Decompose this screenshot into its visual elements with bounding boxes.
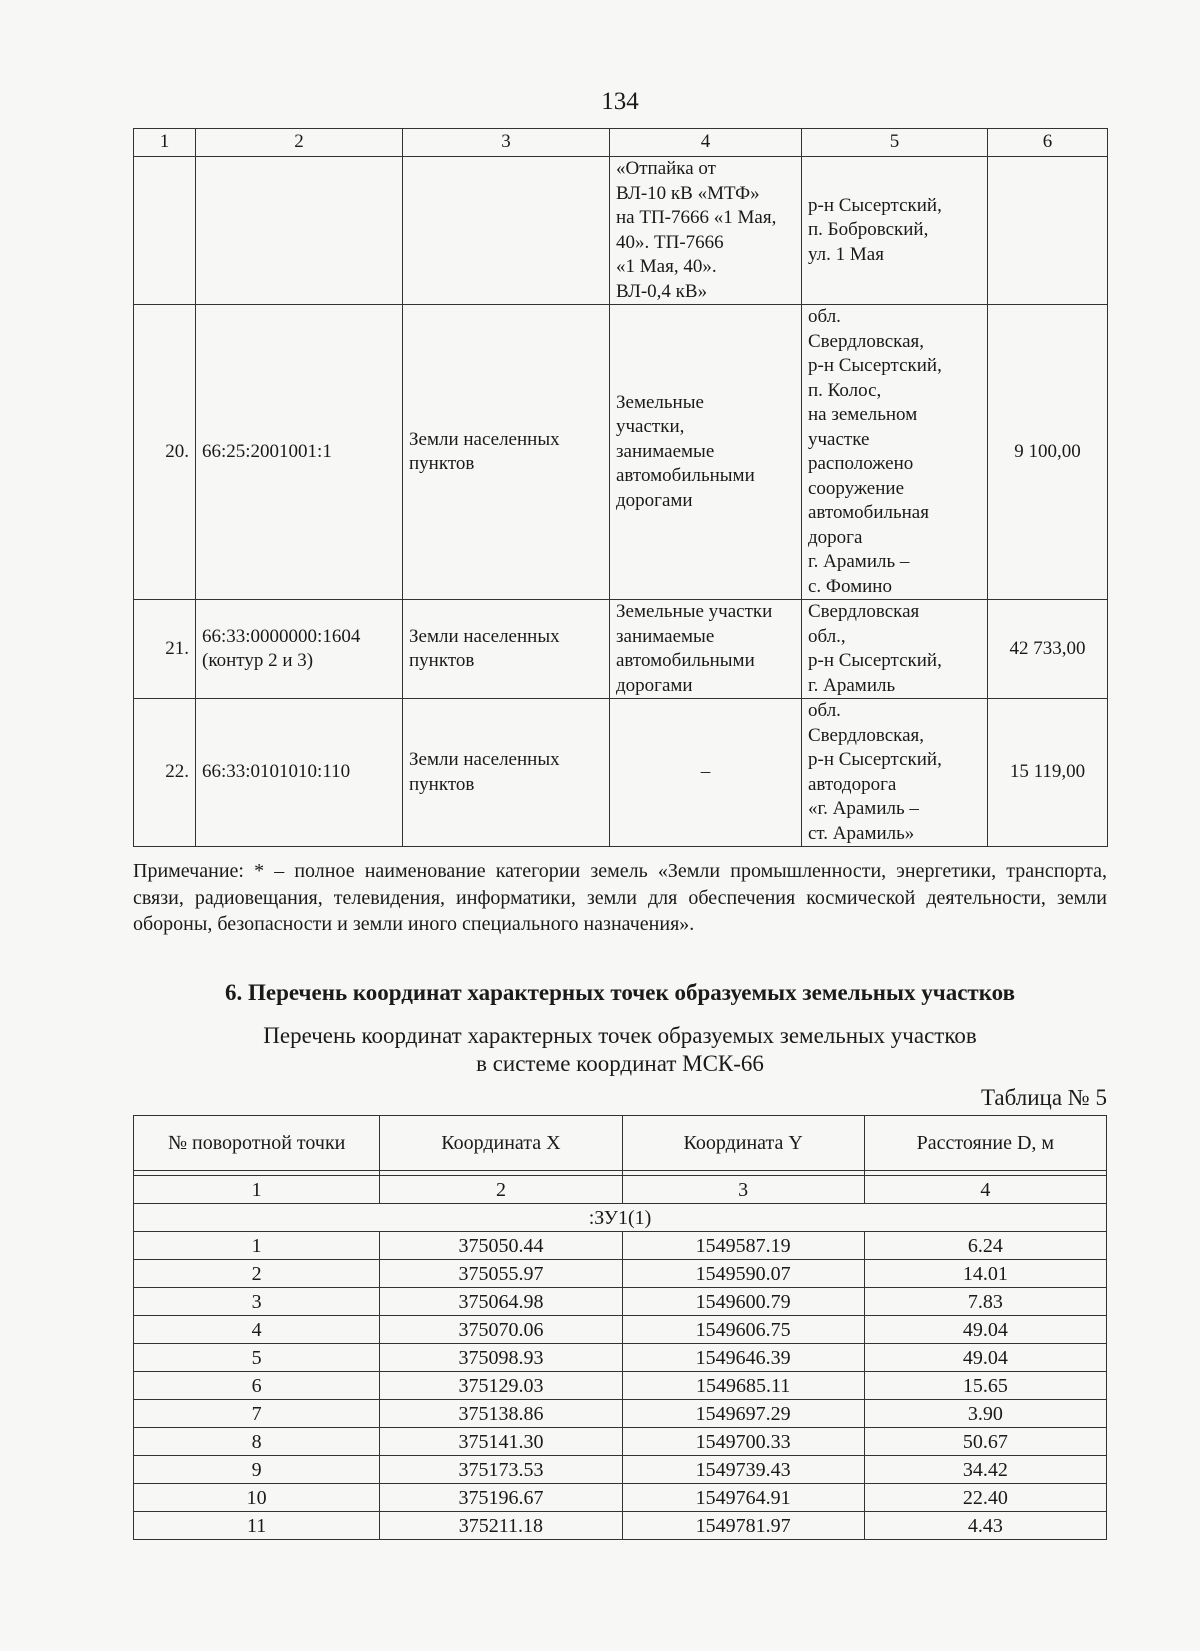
address-line: Свердловская, — [808, 724, 925, 746]
permitted-use-line: Земельные участки — [616, 601, 773, 622]
note-text: Примечание: * – полное наименование категории земель «Земли промышленности, энергетики, транспорта, связи, радиовещания, телевидения, информатики, земли для обеспечения космической деятельности, земли обороны, безопасности и земли иного специального назначения». — [133, 860, 1107, 935]
permitted-use — [610, 305, 802, 600]
page-number: 134 — [601, 88, 639, 115]
land-category — [403, 699, 610, 847]
point-number: 2 — [134, 1260, 380, 1288]
address-line: р-н Сысертский, — [808, 194, 942, 216]
permitted-use — [610, 699, 802, 847]
address-line: ул. 1 Мая — [808, 243, 884, 265]
table-row — [134, 1400, 1107, 1428]
header-coord-y: Координата Y — [622, 1116, 864, 1171]
column-number: 3 — [622, 1176, 864, 1204]
coord-y: 1549587.19 — [622, 1232, 864, 1260]
column-number: 1 — [134, 1176, 380, 1204]
point-number: 3 — [134, 1288, 380, 1316]
land-category — [403, 305, 610, 600]
area: 42 733,00 — [988, 600, 1108, 699]
cadastral-number-line: 66:33:0101010:110 — [202, 761, 351, 783]
column-number: 3 — [403, 129, 610, 157]
coord-x: 375138.86 — [380, 1400, 622, 1428]
address-line: р-н Сысертский, — [808, 650, 942, 671]
coord-y: 1549697.29 — [622, 1400, 864, 1428]
row-number: 20. — [134, 305, 196, 600]
address — [802, 699, 988, 847]
coord-y: 1549764.91 — [622, 1484, 864, 1512]
land-category — [403, 600, 610, 699]
table-title — [133, 1022, 1107, 1078]
address-line: п. Бобровский, — [808, 219, 929, 241]
point-number: 7 — [134, 1400, 380, 1428]
permitted-use-line: участки, — [616, 416, 685, 438]
table-title-line: Перечень координат характерных точек образуемых земельных участков — [263, 1023, 977, 1048]
address-line: участке — [808, 428, 870, 450]
coord-x: 375211.18 — [380, 1512, 622, 1540]
section-heading: 6. Перечень координат характерных точек образуемых земельных участков — [224, 980, 1016, 1005]
coord-x: 375055.97 — [380, 1260, 622, 1288]
table-row — [134, 1288, 1107, 1316]
row-number — [134, 157, 196, 305]
point-number: 6 — [134, 1372, 380, 1400]
cadastral-number — [196, 699, 403, 847]
coordinates-table — [133, 1115, 1107, 1540]
point-number: 4 — [134, 1316, 380, 1344]
distance: 49.04 — [864, 1344, 1106, 1372]
permitted-use-line: ВЛ-0,4 кВ» — [616, 280, 708, 302]
header-point-number: № поворотной точки — [134, 1116, 380, 1171]
cadastral-number-line: 66:25:2001001:1 — [202, 440, 332, 462]
land-plots-table — [133, 128, 1108, 847]
address-line: с. Фомино — [808, 575, 892, 597]
address-line: Свердловская, — [808, 330, 925, 352]
land-category-line: Земли населенных — [409, 749, 560, 770]
land-category-line: Земли населенных — [409, 428, 560, 450]
land-category-line: пунктов — [409, 773, 475, 795]
table-row — [134, 305, 1108, 600]
coord-x: 375173.53 — [380, 1456, 622, 1484]
permitted-use-line: на ТП-7666 «1 Мая, — [616, 207, 777, 228]
coord-y: 1549590.07 — [622, 1260, 864, 1288]
point-number: 9 — [134, 1456, 380, 1484]
column-number: 4 — [610, 129, 802, 157]
row-number: 22. — [134, 699, 196, 847]
address-line: на земельном — [808, 404, 918, 425]
address-line: р-н Сысертский, — [808, 355, 942, 376]
distance: 4.43 — [864, 1512, 1106, 1540]
address-line: дорога — [808, 526, 863, 548]
address-line: г. Арамиль — [808, 674, 896, 696]
address-line: обл., — [808, 625, 846, 647]
coord-y: 1549646.39 — [622, 1344, 864, 1372]
land-category-line: пунктов — [409, 453, 475, 474]
distance: 6.24 — [864, 1232, 1106, 1260]
permitted-use-line: «Отпайка от — [616, 158, 716, 179]
permitted-use-line: автомобильными — [616, 650, 755, 671]
cadastral-number — [196, 157, 403, 305]
group-label: :ЗУ1(1) — [134, 1204, 1107, 1232]
table-title-line: в системе координат МСК-66 — [476, 1051, 764, 1076]
coord-y: 1549739.43 — [622, 1456, 864, 1484]
permitted-use-line: занимаемые — [616, 440, 715, 462]
distance: 34.42 — [864, 1456, 1106, 1484]
coord-x: 375098.93 — [380, 1344, 622, 1372]
address — [802, 305, 988, 600]
address-line: р-н Сысертский, — [808, 749, 942, 770]
table-row — [134, 1316, 1107, 1344]
address-line: «г. Арамиль – — [808, 798, 919, 819]
area — [988, 157, 1108, 305]
address-line: расположено — [808, 453, 914, 474]
column-number: 1 — [134, 129, 196, 157]
point-number: 5 — [134, 1344, 380, 1372]
permitted-use-line: занимаемые — [616, 625, 715, 647]
cadastral-number — [196, 600, 403, 699]
coord-x: 375070.06 — [380, 1316, 622, 1344]
permitted-use-line: дорогами — [616, 489, 693, 511]
permitted-use-line: автомобильными — [616, 465, 755, 487]
table-label: Таблица № 5 — [980, 1085, 1107, 1110]
permitted-use — [610, 157, 802, 305]
table-row — [134, 1232, 1107, 1260]
distance: 22.40 — [864, 1484, 1106, 1512]
land-category-line: Земли населенных — [409, 625, 560, 647]
distance: 14.01 — [864, 1260, 1106, 1288]
group-row — [134, 1204, 1107, 1232]
table-row — [134, 157, 1108, 305]
distance: 15.65 — [864, 1372, 1106, 1400]
table-row — [134, 1456, 1107, 1484]
permitted-use-line: ВЛ-10 кВ «МТФ» — [616, 182, 760, 204]
coord-y: 1549685.11 — [622, 1372, 864, 1400]
permitted-use-line: Земельные — [616, 391, 704, 413]
distance: 50.67 — [864, 1428, 1106, 1456]
address-line: Свердловская — [808, 601, 920, 622]
coord-x: 375050.44 — [380, 1232, 622, 1260]
table-row — [134, 1260, 1107, 1288]
coord-x: 375064.98 — [380, 1288, 622, 1316]
column-numbers-row — [134, 1176, 1107, 1204]
permitted-use-line: дорогами — [616, 674, 693, 696]
address-line: обл. — [808, 306, 841, 327]
column-number: 5 — [802, 129, 988, 157]
table-row — [134, 600, 1108, 699]
land-category-line: пунктов — [409, 650, 475, 671]
cadastral-number-line: (контур 2 и 3) — [202, 650, 314, 671]
coord-y: 1549781.97 — [622, 1512, 864, 1540]
permitted-use-line: «1 Мая, 40». — [616, 256, 717, 277]
permitted-use-line: – — [700, 761, 711, 783]
cadastral-number — [196, 305, 403, 600]
column-number: 6 — [988, 129, 1108, 157]
cadastral-number-line: 66:33:0000000:1604 — [202, 625, 361, 647]
distance: 49.04 — [864, 1316, 1106, 1344]
land-category — [403, 157, 610, 305]
area: 9 100,00 — [988, 305, 1108, 600]
coord-x: 375196.67 — [380, 1484, 622, 1512]
address-line: г. Арамиль – — [808, 551, 910, 572]
address-line: п. Колос, — [808, 379, 882, 401]
header-distance: Расстояние D, м — [864, 1116, 1106, 1171]
address-line: сооружение — [808, 477, 905, 499]
permitted-use — [610, 600, 802, 699]
address-line: обл. — [808, 700, 841, 721]
table-header-row — [134, 1116, 1107, 1171]
permitted-use-line: 40». ТП-7666 — [616, 231, 724, 253]
address-line: ст. Арамиль» — [808, 822, 915, 844]
address-line: автомобильная — [808, 502, 929, 523]
address — [802, 600, 988, 699]
area: 15 119,00 — [988, 699, 1108, 847]
column-number: 4 — [864, 1176, 1106, 1204]
table-header-row — [134, 129, 1108, 157]
point-number: 11 — [134, 1512, 380, 1540]
coord-x: 375129.03 — [380, 1372, 622, 1400]
table-row — [134, 1344, 1107, 1372]
point-number: 1 — [134, 1232, 380, 1260]
coord-y: 1549606.75 — [622, 1316, 864, 1344]
column-number: 2 — [196, 129, 403, 157]
row-number: 21. — [134, 600, 196, 699]
address — [802, 157, 988, 305]
table-row — [134, 1512, 1107, 1540]
coord-y: 1549700.33 — [622, 1428, 864, 1456]
header-coord-x: Координата X — [380, 1116, 622, 1171]
table-row — [134, 1484, 1107, 1512]
table-row — [134, 1372, 1107, 1400]
coord-y: 1549600.79 — [622, 1288, 864, 1316]
address-line: автодорога — [808, 773, 897, 795]
column-number: 2 — [380, 1176, 622, 1204]
table-row — [134, 1428, 1107, 1456]
point-number: 10 — [134, 1484, 380, 1512]
point-number: 8 — [134, 1428, 380, 1456]
table-row — [134, 699, 1108, 847]
distance: 3.90 — [864, 1400, 1106, 1428]
distance: 7.83 — [864, 1288, 1106, 1316]
coord-x: 375141.30 — [380, 1428, 622, 1456]
